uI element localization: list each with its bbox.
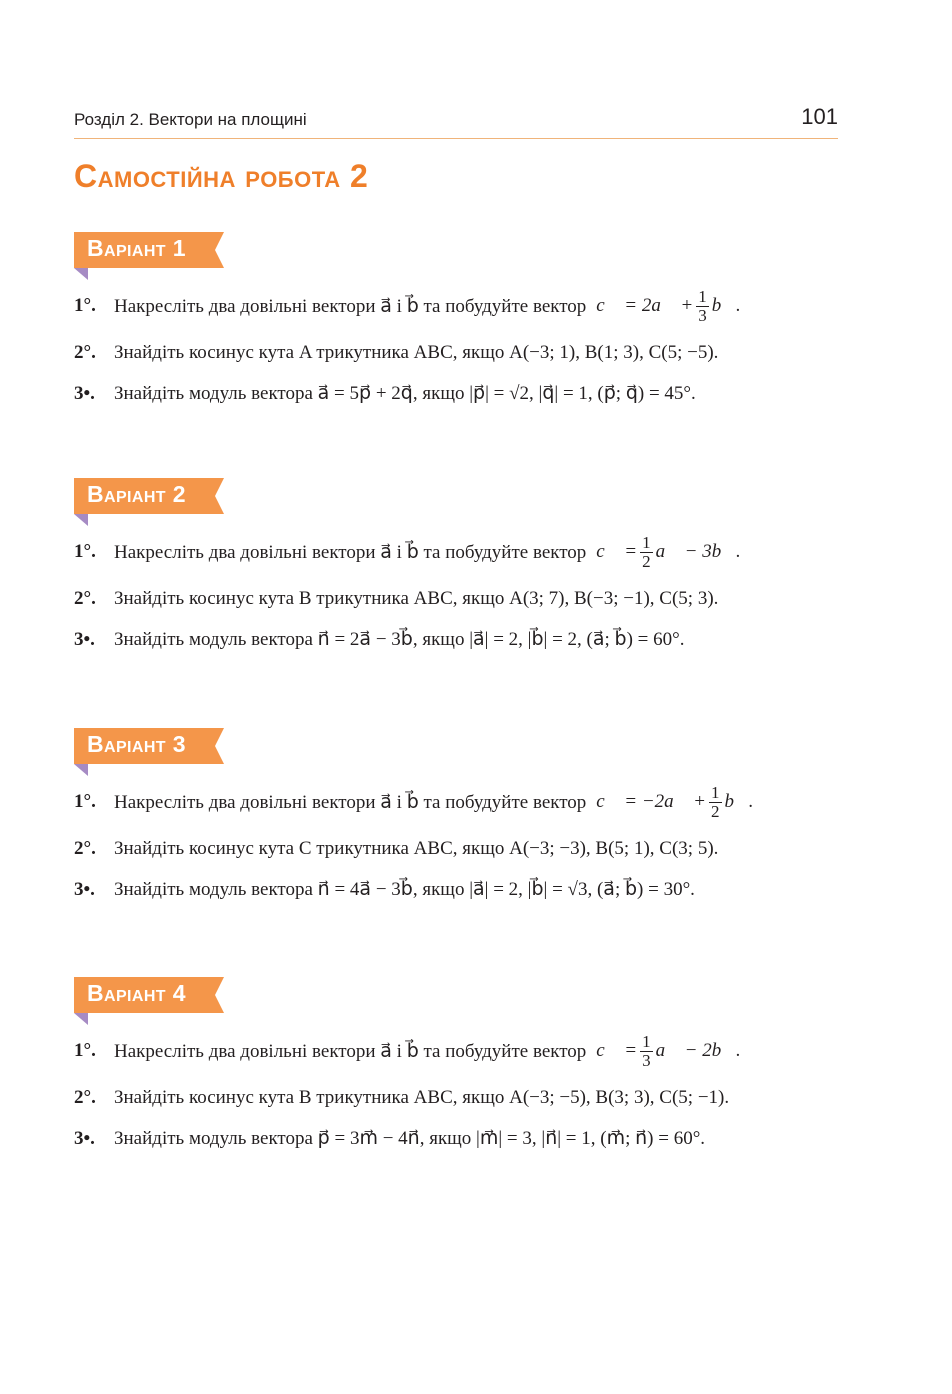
variant-ribbon: [74, 232, 224, 268]
page-title: Самостійна робота 2: [74, 158, 369, 194]
variant-4: [74, 977, 854, 1149]
task-2: 2°. Знайдіть косинус кута C трикутника ABC, якщо A(−3; −3), B(5; 1), C(3; 5).: [74, 838, 719, 859]
task-1: 1°. Накресліть два довільні вектори a⃗ і b⃗ та побудуйте вектор c⃗ = $\frac{1}{3}$ a⃗ − 2b⃗.: [74, 1032, 741, 1070]
variant-label: Варіант 3: [87, 731, 186, 757]
fraction: $\frac{1}{2}$: [711, 783, 720, 821]
page-header: [74, 106, 838, 139]
variant-2: [74, 478, 854, 650]
task-3: 3•. Знайдіть модуль вектора a⃗ = 5p⃗ + 2q⃗, якщо |p⃗| = √2, |q⃗| = 1, (p⃗; q⃗) = 45°.: [74, 382, 696, 404]
task-2: 2°. Знайдіть косинус кута B трикутника ABC, якщо A(−3; −5), B(3; 3), C(5; −1).: [74, 1087, 730, 1108]
task-1: 1°. Накресліть два довільні вектори a⃗ і b⃗ та побудуйте вектор c⃗ = $\frac{1}{2}$ a⃗ − 3b⃗.: [74, 533, 741, 571]
variant-ribbon: [74, 977, 224, 1013]
task-3: 3•. Знайдіть модуль вектора n⃗ = 2a⃗ − 3b⃗, якщо |a⃗| = 2, |b⃗| = 2, (a⃗; b⃗) = 60°.: [74, 628, 685, 650]
fraction: $\frac{1}{2}$: [642, 533, 651, 571]
variant-label: Варіант 4: [87, 980, 186, 1006]
variant-3: [74, 728, 854, 900]
fraction: $\frac{1}{3}$: [642, 1032, 651, 1070]
variant-ribbon: [74, 478, 224, 514]
variant-ribbon: [74, 728, 224, 764]
page-number: 101: [801, 104, 838, 129]
task-1: 1°. Накресліть два довільні вектори a⃗ і b⃗ та побудуйте вектор c⃗ = −2a⃗ + $\frac{1}{2}$ b⃗.: [74, 783, 754, 821]
fraction: $\frac{1}{3}$: [698, 287, 707, 325]
variant-label: Варіант 2: [87, 481, 186, 507]
section-title: Розділ 2. Вектори на площині: [74, 110, 307, 129]
task-2: 2°. Знайдіть косинус кута A трикутника ABC, якщо A(−3; 1), B(1; 3), C(5; −5).: [74, 342, 719, 363]
task-1: 1°. Накресліть два довільні вектори a⃗ і b⃗ та побудуйте вектор c⃗ = 2a⃗ + $\frac{1}{3}$ b⃗.: [74, 287, 741, 325]
task-2: 2°. Знайдіть косинус кута B трикутника ABC, якщо A(3; 7), B(−3; −1), C(5; 3).: [74, 588, 719, 609]
variant-label: Варіант 1: [87, 235, 186, 261]
variant-1: [74, 232, 854, 404]
task-3: 3•. Знайдіть модуль вектора n⃗ = 4a⃗ − 3b⃗, якщо |a⃗| = 2, |b⃗| = √3, (a⃗; b⃗) = 30°.: [74, 878, 695, 900]
task-3: 3•. Знайдіть модуль вектора p⃗ = 3m⃗ − 4n⃗, якщо |m⃗| = 3, |n⃗| = 1, (m⃗; n⃗) = 60°.: [74, 1127, 706, 1149]
